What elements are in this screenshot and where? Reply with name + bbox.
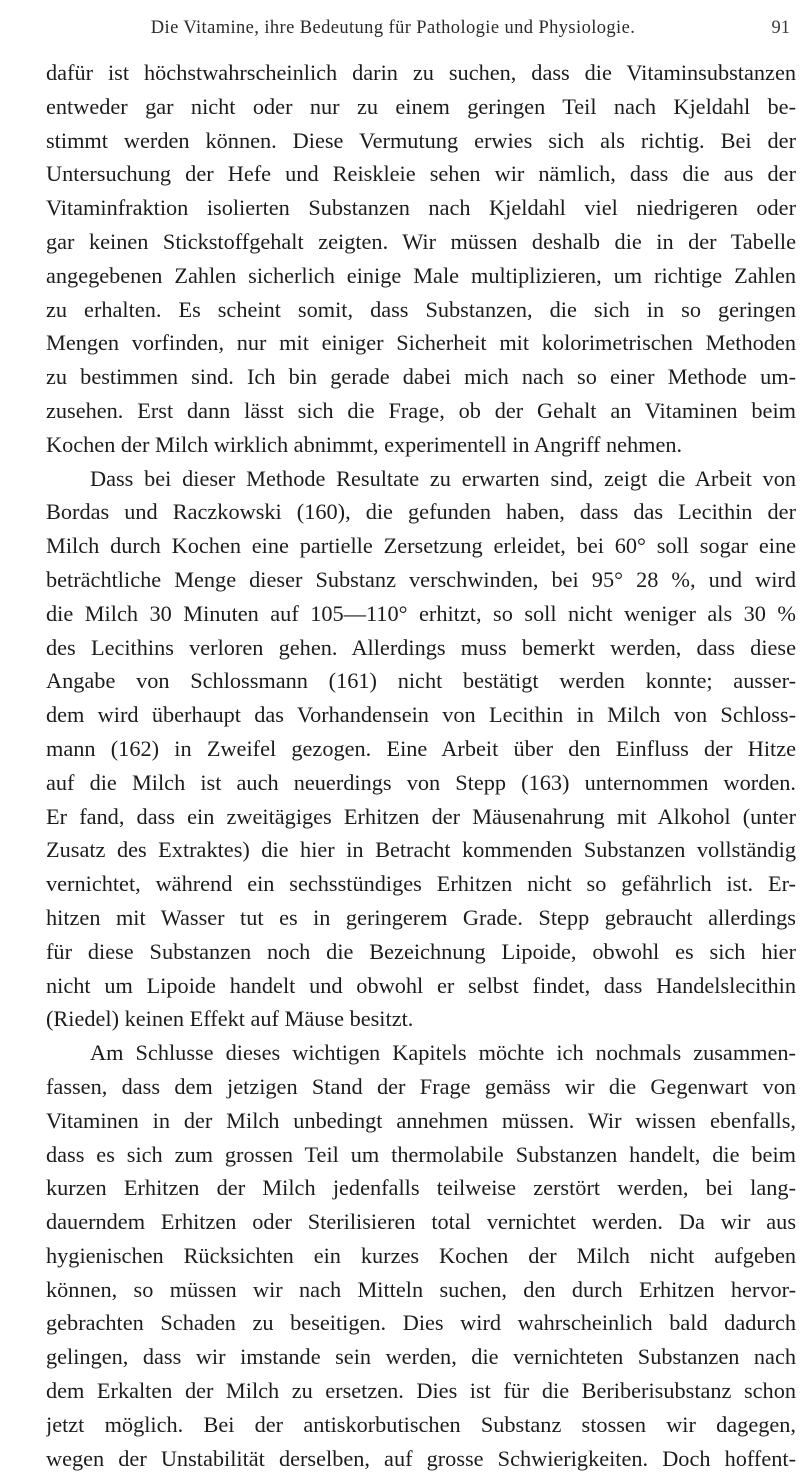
body-text bbox=[46, 56, 796, 1475]
text-line: hygienischen Rücksichten ein kurzes Kochen der Milch nicht aufgeben bbox=[46, 1242, 796, 1268]
text-line: jetzt möglich. Bei der antiskorbutischen Substanz stossen wir dagegen, bbox=[46, 1411, 796, 1437]
text-line: die Milch 30 Minuten auf 105—110° erhitzt, so soll nicht weniger als 30 % bbox=[46, 600, 796, 626]
text-line: Bordas und Raczkowski (160), die gefunden haben, dass das Lecithin der bbox=[46, 499, 796, 525]
text-line: gelingen, dass wir imstande sein werden, die vernichteten Substanzen nach bbox=[46, 1344, 796, 1370]
text-line: mann (162) in Zweifel gezogen. Eine Arbeit über den Einfluss der Hitze bbox=[46, 735, 796, 761]
text-line: des Lecithins verloren gehen. Allerdings muss bemerkt werden, dass diese bbox=[46, 634, 796, 660]
text-line: kurzen Erhitzen der Milch jedenfalls teilweise zerstört werden, bei lang- bbox=[46, 1175, 796, 1201]
text-line: dauerndem Erhitzen oder Sterilisieren total vernichtet werden. Da wir aus bbox=[46, 1209, 796, 1235]
text-line: (Riedel) keinen Effekt auf Mäuse besitzt. bbox=[46, 1006, 414, 1032]
text-line: Vitaminen in der Milch unbedingt annehmen müssen. Wir wissen ebenfalls, bbox=[46, 1107, 796, 1133]
text-line: gebrachten Schaden zu beseitigen. Dies wird wahrscheinlich bald dadurch bbox=[46, 1310, 796, 1336]
text-line: zu erhalten. Es scheint somit, dass Substanzen, die sich in so geringen bbox=[46, 296, 796, 322]
text-line: angegebenen Zahlen sicherlich einige Male multiplizieren, um richtige Zahlen bbox=[46, 262, 796, 288]
text-line: Zusatz des Extraktes) die hier in Betracht kommenden Substanzen vollständig bbox=[46, 837, 796, 863]
running-header bbox=[0, 18, 800, 46]
text-line: für diese Substanzen noch die Bezeichnung Lipoide, obwohl es sich hier bbox=[46, 938, 796, 964]
text-line: dass es sich zum grossen Teil um thermolabile Substanzen handelt, die beim bbox=[46, 1141, 796, 1167]
page-number: 91 bbox=[771, 18, 790, 38]
text-line: fassen, dass dem jetzigen Stand der Frage gemäss wir die Gegenwart von bbox=[46, 1073, 796, 1099]
text-line: vernichtet, während ein sechsstündiges Erhitzen nicht so gefährlich ist. Er- bbox=[46, 871, 796, 897]
text-line: dem wird überhaupt das Vorhandensein von Lecithin in Milch von Schloss- bbox=[46, 702, 796, 728]
text-line: Am Schlusse dieses wichtigen Kapitels möchte ich nochmals zusammen- bbox=[90, 1040, 796, 1066]
text-line: können, so müssen wir nach Mitteln suchen, den durch Erhitzen hervor- bbox=[46, 1276, 796, 1302]
text-line: zu bestimmen sind. Ich bin gerade dabei mich nach so einer Methode um- bbox=[46, 364, 796, 390]
text-line: Untersuchung der Hefe und Reiskleie sehen wir nämlich, dass die aus der bbox=[46, 161, 796, 187]
text-line: Milch durch Kochen eine partielle Zersetzung erleidet, bei 60° soll sogar eine bbox=[46, 533, 796, 559]
text-line: Mengen vorfinden, nur mit einiger Sicherheit mit kolorimetrischen Methoden bbox=[46, 330, 796, 356]
running-title: Die Vitamine, ihre Bedeutung für Pathologie und Physiologie. bbox=[150, 18, 636, 38]
text-line: auf die Milch ist auch neuerdings von Stepp (163) unternommen worden. bbox=[46, 769, 796, 795]
text-line: entweder gar nicht oder nur zu einem geringen Teil nach Kjeldahl be- bbox=[46, 93, 796, 119]
text-line: Angabe von Schlossmann (161) nicht bestätigt werden konnte; ausser- bbox=[46, 668, 796, 694]
text-line: dem Erkalten der Milch zu ersetzen. Dies ist für die Beriberisubstanz schon bbox=[46, 1378, 796, 1404]
text-line: gar keinen Stickstoffgehalt zeigten. Wir müssen deshalb die in der Tabelle bbox=[46, 228, 796, 254]
text-line: wegen der Unstabilität derselben, auf grosse Schwierigkeiten. Doch hoffent- bbox=[46, 1445, 796, 1471]
text-line: beträchtliche Menge dieser Substanz verschwinden, bei 95° 28 %, und wird bbox=[46, 566, 796, 592]
text-line: zusehen. Erst dann lässt sich die Frage, ob der Gehalt an Vitaminen beim bbox=[46, 397, 796, 423]
text-line: Vitaminfraktion isolierten Substanzen nach Kjeldahl viel niedrigeren oder bbox=[46, 195, 796, 221]
text-line: stimmt werden können. Diese Vermutung erwies sich als richtig. Bei der bbox=[46, 127, 796, 153]
text-line: nicht um Lipoide handelt und obwohl er selbst findet, dass Handelslecithin bbox=[46, 972, 796, 998]
text-line: Er fand, dass ein zweitägiges Erhitzen der Mäusenahrung mit Alkohol (unter bbox=[46, 803, 796, 829]
text-line: Dass bei dieser Methode Resultate zu erwarten sind, zeigt die Arbeit von bbox=[90, 465, 796, 491]
text-line: Kochen der Milch wirklich abnimmt, experimentell in Angriff nehmen. bbox=[46, 431, 683, 457]
text-line: dafür ist höchstwahrscheinlich darin zu suchen, dass die Vitaminsubstanzen bbox=[46, 60, 796, 85]
text-line: hitzen mit Wasser tut es in geringerem Grade. Stepp gebraucht allerdings bbox=[46, 904, 796, 930]
